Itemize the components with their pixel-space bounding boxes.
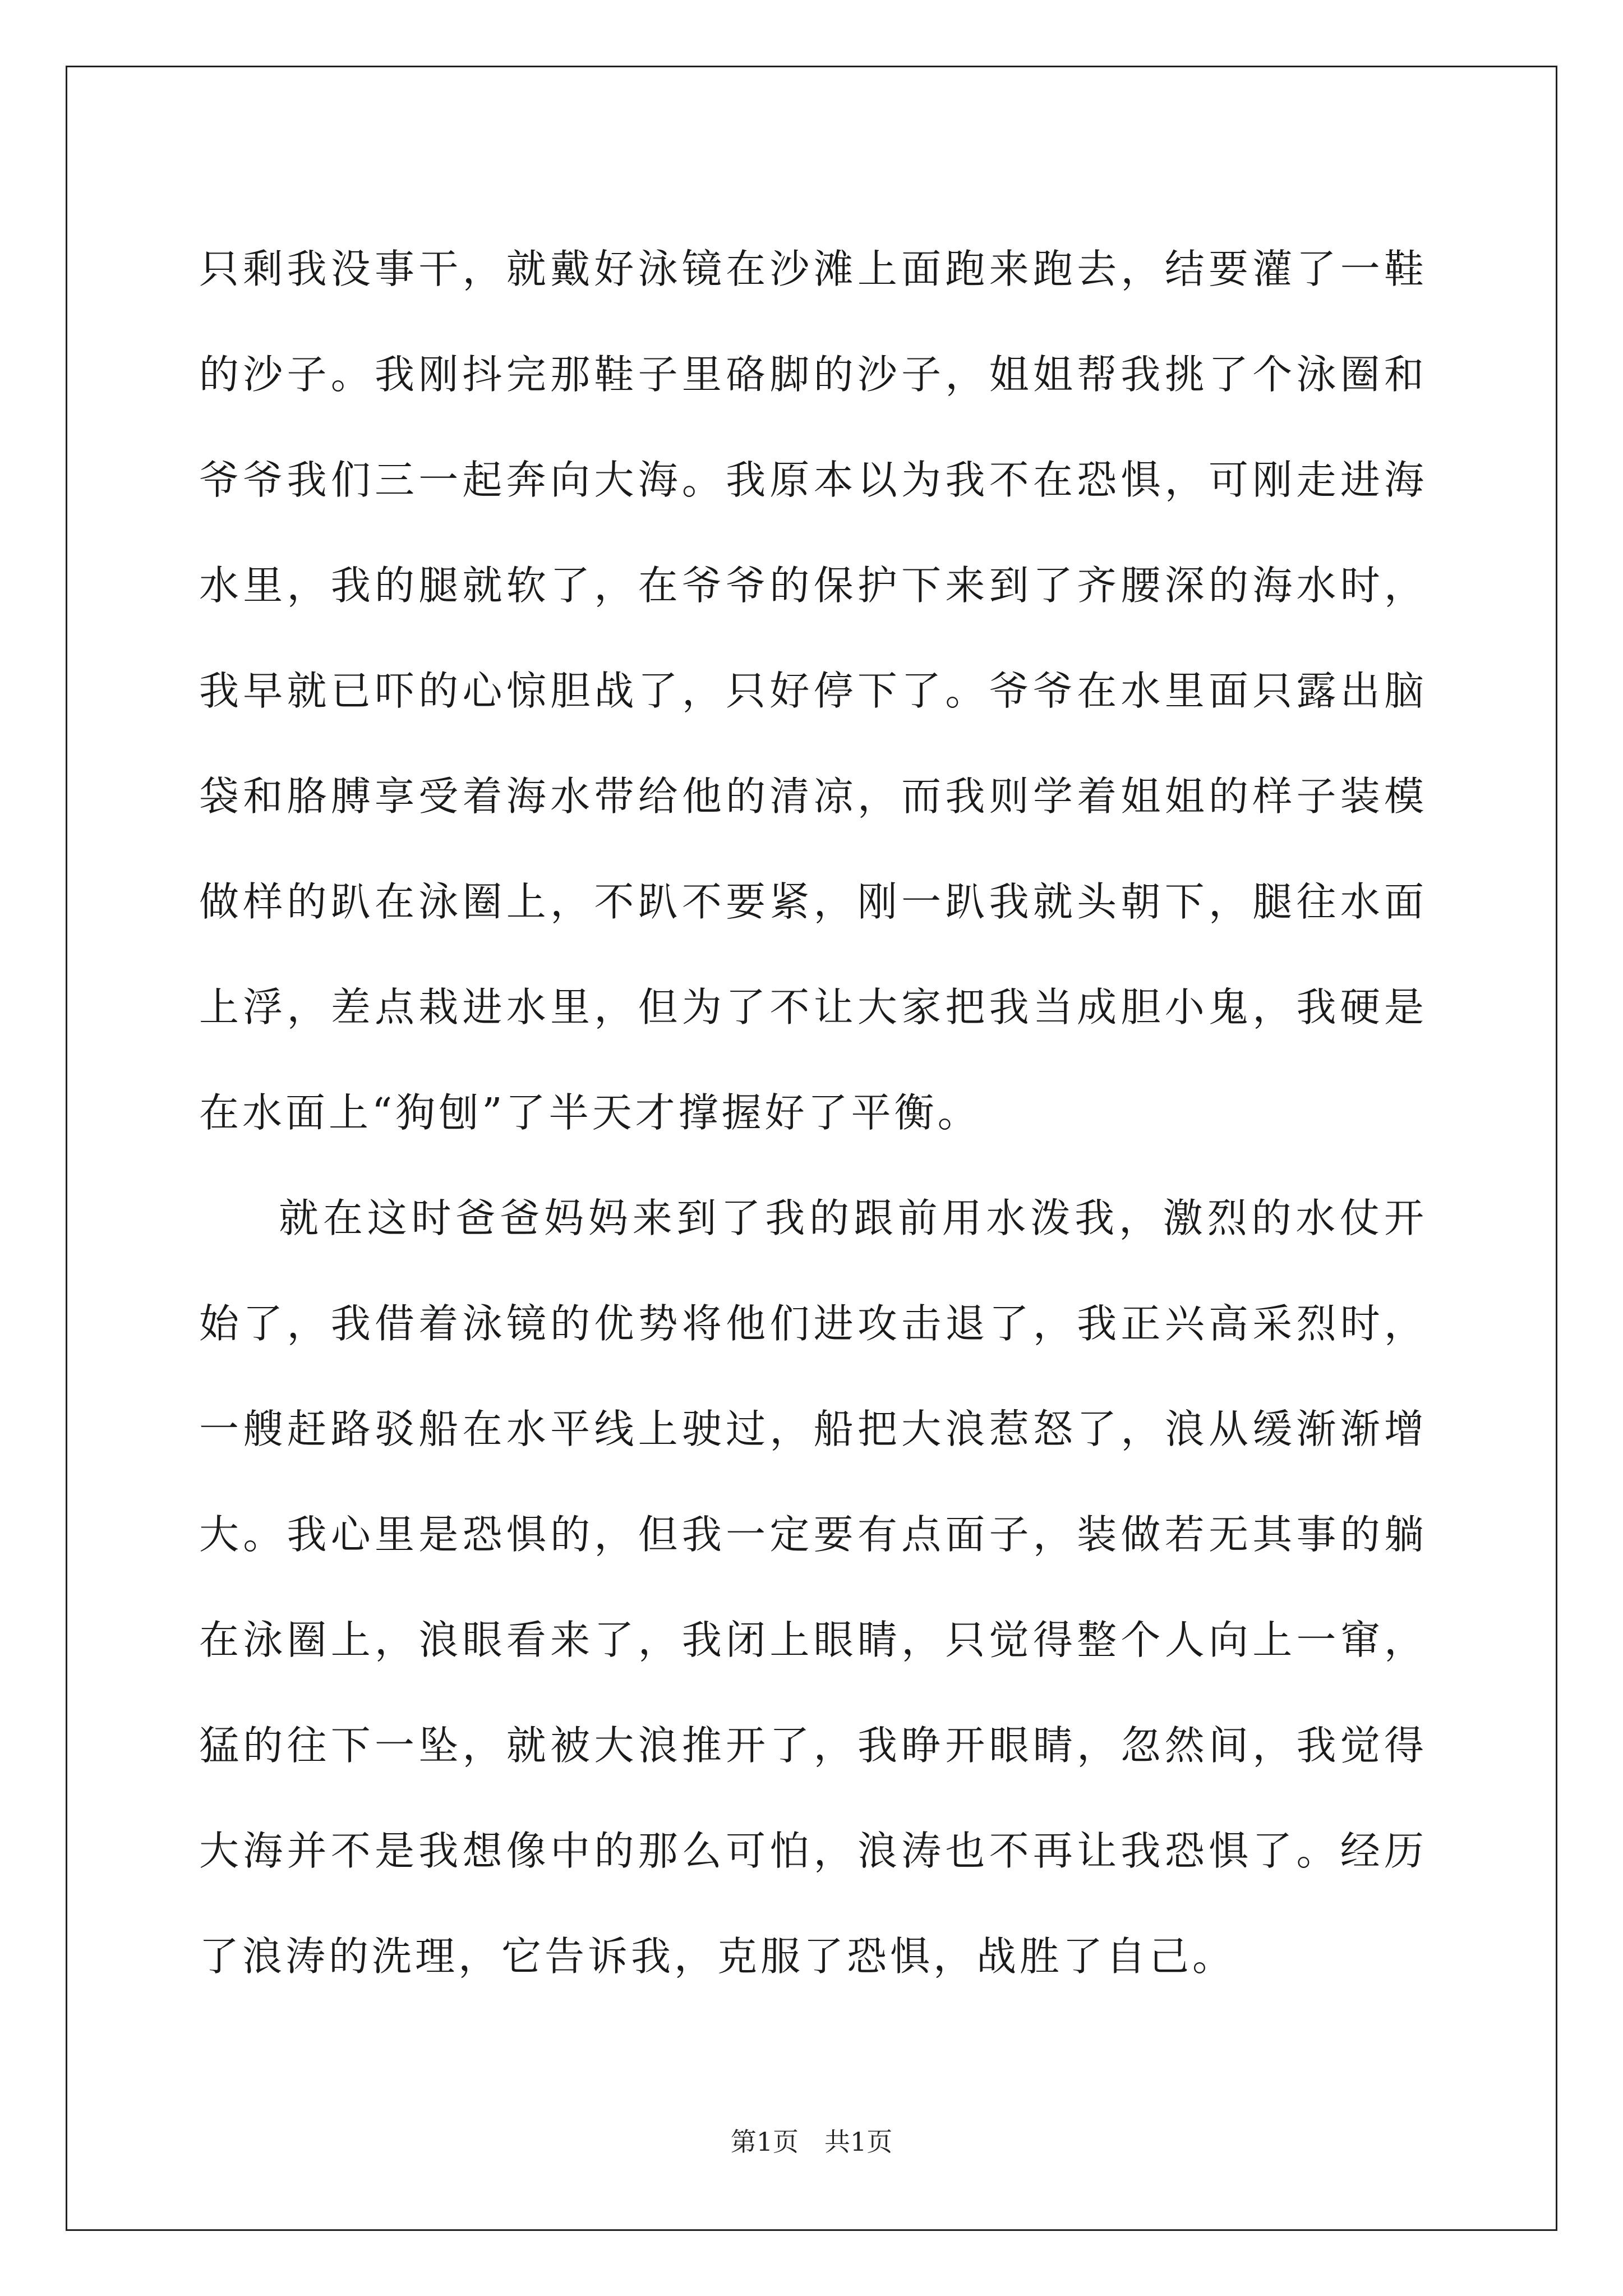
page-footer: 第1页 共1页 [730, 2127, 893, 2157]
paragraph-1: 只剩我没事干，就戴好泳镜在沙滩上面跑来跑去，结要灌了一鞋的沙子。我刚抖完那鞋子里硌脚的沙子，姐姐帮我挑了个泳圈和爷爷我们三一起奔向大海。我原本以为我不在恐惧，可刚走进海水里，我的腿就软了，在爷爷的保护下来到了齐腰深的海水时，我早就已吓的心惊胆战了，只好停下了。爷爷在水里面只露出脑袋和胳膊享受着海水带给他的清凉，而我则学着姐姐的样子装模做样的趴在泳圈上，不趴不要紧，刚一趴我就头朝下，腿往水面上浮，差点栽进水里，但为了不让大家把我当成胆小鬼，我硬是在水面上“狗刨”了半天才撑握好了平衡。 [199, 246, 1427, 1136]
document-body [199, 217, 1427, 2009]
paragraph-2: 就在这时爸爸妈妈来到了我的跟前用水泼我，激烈的水仗开始了，我借着泳镜的优势将他们进攻击退了，我正兴高采烈时，一艘赶路驳船在水平线上驶过，船把大浪惹怒了，浪从缓渐渐增大。我心里是恐惧的，但我一定要有点面子，装做若无其事的躺在泳圈上，浪眼看来了，我闭上眼睛，只觉得整个人向上一窜，猛的往下一坠，就被大浪推开了，我睁开眼睛，忽然间，我觉得大海并不是我想像中的那么可怕，浪涛也不再让我恐惧了。经历了浪涛的洗理，它告诉我，克服了恐惧，战胜了自己。 [199, 1195, 1427, 1980]
